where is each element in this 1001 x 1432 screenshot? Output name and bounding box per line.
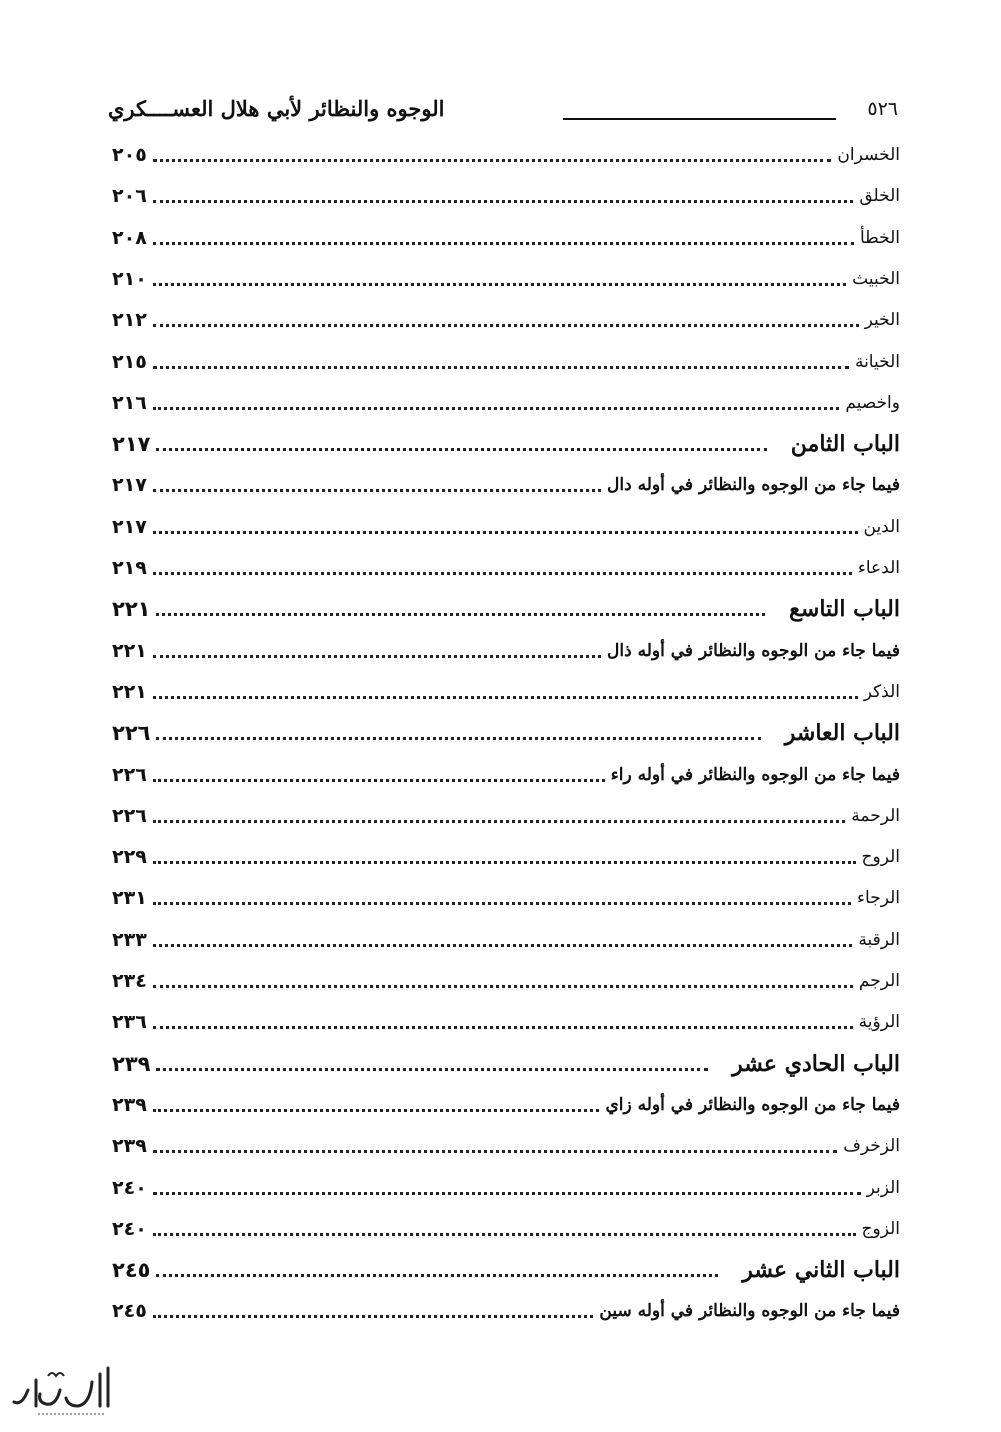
entry-title: واخصيم	[845, 393, 900, 413]
entry-page-number: ٢٣٣	[112, 929, 147, 951]
entry-page-number: ٢٣٩	[112, 1135, 147, 1157]
entry-page-number: ٢٤٠	[112, 1177, 147, 1199]
entry-title: فيما جاء من الوجوه والنظائر في أوله سين	[599, 1301, 900, 1321]
header-rule	[563, 118, 836, 120]
dot-leader	[153, 159, 832, 162]
entry-page-number: ٢٠٨	[112, 227, 147, 249]
entry-title: الباب التاسع	[789, 596, 900, 622]
toc-entry	[112, 883, 900, 913]
toc-entry	[112, 512, 900, 542]
toc-section-heading	[112, 470, 900, 500]
entry-page-number: ٢١٦	[112, 392, 147, 414]
entry-title: الخير	[864, 310, 900, 330]
dot-leader	[153, 655, 601, 658]
entry-page-number: ٢٢٦	[112, 805, 147, 827]
dot-leader	[156, 613, 765, 616]
entry-title: الرجم	[858, 971, 900, 991]
entry-page-number: ٢٢١	[112, 597, 151, 621]
entry-page-number: ٢٢١	[112, 640, 147, 662]
entry-title: فيما جاء من الوجوه والنظائر في أوله ذال	[607, 641, 900, 661]
entry-page-number: ٢١٧	[112, 516, 147, 538]
entry-page-number: ٢١٥	[112, 351, 147, 373]
entry-page-number: ٢٤٥	[112, 1300, 147, 1322]
library-logo	[8, 1360, 118, 1420]
toc-entry	[112, 1214, 900, 1244]
dot-leader	[153, 531, 858, 534]
entry-page-number: ٢٠٦	[112, 185, 147, 207]
dot-leader	[153, 820, 845, 823]
dot-leader	[153, 1026, 853, 1029]
entry-page-number: ٢٣٤	[112, 970, 147, 992]
entry-title: الخسران	[837, 145, 900, 165]
entry-title: الباب العاشر	[784, 720, 900, 746]
toc-entry	[112, 1173, 900, 1203]
dot-leader	[153, 283, 846, 286]
toc-entry	[112, 842, 900, 872]
entry-page-number: ٢١٢	[112, 309, 147, 331]
toc-chapter-heading	[112, 594, 900, 624]
entry-title: الخبيث	[852, 269, 900, 289]
toc-section-heading	[112, 636, 900, 666]
dot-leader	[153, 861, 856, 864]
running-header	[108, 96, 898, 130]
entry-page-number: ٢٢٦	[112, 721, 151, 745]
entry-title: الزوج	[861, 1219, 900, 1239]
dot-leader	[153, 944, 853, 947]
book-title: الوجوه والنظائر لأبي هلال العســــكري	[108, 96, 445, 121]
entry-page-number: ٢٣٩	[112, 1094, 147, 1116]
dot-leader	[153, 1315, 594, 1318]
toc-section-heading	[112, 1296, 900, 1326]
toc-entry	[112, 347, 900, 377]
dot-leader	[153, 366, 849, 369]
dot-leader	[153, 696, 858, 699]
entry-title: الدين	[863, 517, 900, 537]
dot-leader	[156, 448, 766, 451]
entry-title: الرقبة	[858, 930, 900, 950]
dot-leader	[153, 324, 859, 327]
entry-page-number: ٢٢٦	[112, 764, 147, 786]
toc-entry	[112, 1131, 900, 1161]
entry-page-number: ٢٣١	[112, 887, 147, 909]
dot-leader	[153, 200, 854, 203]
dot-leader	[153, 407, 840, 410]
toc-entry	[112, 1007, 900, 1037]
dot-leader	[153, 985, 853, 988]
dot-leader	[153, 489, 601, 492]
dot-leader	[153, 1192, 861, 1195]
toc-chapter-heading	[112, 1049, 900, 1079]
dot-leader	[153, 1109, 600, 1112]
dot-leader	[153, 902, 851, 905]
toc-entry	[112, 677, 900, 707]
entry-title: الخلق	[859, 186, 900, 206]
entry-page-number: ٢١٠	[112, 268, 147, 290]
dot-leader	[153, 1233, 856, 1236]
entry-title: الزخرف	[843, 1136, 900, 1156]
dot-leader	[153, 779, 605, 782]
toc-entry	[112, 966, 900, 996]
entry-page-number: ٢٢١	[112, 681, 147, 703]
entry-page-number: ٢٢٩	[112, 846, 147, 868]
entry-title: الرجاء	[857, 888, 900, 908]
entry-title: الخطأ	[859, 228, 900, 248]
dot-leader	[153, 572, 852, 575]
entry-page-number: ٢١٩	[112, 557, 147, 579]
entry-title: الخيانة	[854, 352, 900, 372]
entry-title: الدعاء	[857, 558, 900, 578]
entry-title: الباب الحادي عشر	[732, 1051, 900, 1077]
dot-leader	[153, 1150, 837, 1153]
toc-entry	[112, 140, 900, 170]
entry-page-number: ٢٤٥	[112, 1258, 151, 1282]
entry-title: فيما جاء من الوجوه والنظائر في أوله راء	[610, 765, 900, 785]
dot-leader	[156, 737, 760, 740]
toc-section-heading	[112, 1090, 900, 1120]
entry-page-number: ٢٣٦	[112, 1011, 147, 1033]
page-number: ٥٢٦	[867, 98, 898, 120]
toc-chapter-heading	[112, 429, 900, 459]
entry-page-number: ٢١٧	[112, 432, 151, 456]
entry-page-number: ٢٠٥	[112, 144, 147, 166]
entry-title: فيما جاء من الوجوه والنظائر في أوله زاي	[605, 1095, 900, 1115]
entry-title: الرحمة	[851, 806, 900, 826]
toc-entry	[112, 181, 900, 211]
toc-chapter-heading	[112, 718, 900, 748]
entry-page-number: ٢١٧	[112, 474, 147, 496]
toc-section-heading	[112, 760, 900, 790]
entry-title: الذكر	[863, 682, 900, 702]
entry-title: فيما جاء من الوجوه والنظائر في أوله دال	[607, 475, 900, 495]
entry-page-number: ٢٣٩	[112, 1052, 151, 1076]
toc-entry	[112, 925, 900, 955]
dot-leader	[156, 1274, 718, 1277]
toc-entry	[112, 801, 900, 831]
entry-title: الباب الثامن	[790, 431, 900, 457]
entry-title: الروح	[861, 847, 900, 867]
toc-entry	[112, 264, 900, 294]
toc-chapter-heading	[112, 1255, 900, 1285]
toc-entry	[112, 223, 900, 253]
toc-entry	[112, 388, 900, 418]
toc-entry	[112, 305, 900, 335]
entry-title: الرؤية	[858, 1012, 900, 1032]
dot-leader	[153, 242, 854, 245]
toc-entry	[112, 553, 900, 583]
entry-page-number: ٢٤٠	[112, 1218, 147, 1240]
entry-title: الزبر	[866, 1178, 900, 1198]
entry-title: الباب الثاني عشر	[742, 1257, 900, 1283]
dot-leader	[156, 1068, 708, 1071]
